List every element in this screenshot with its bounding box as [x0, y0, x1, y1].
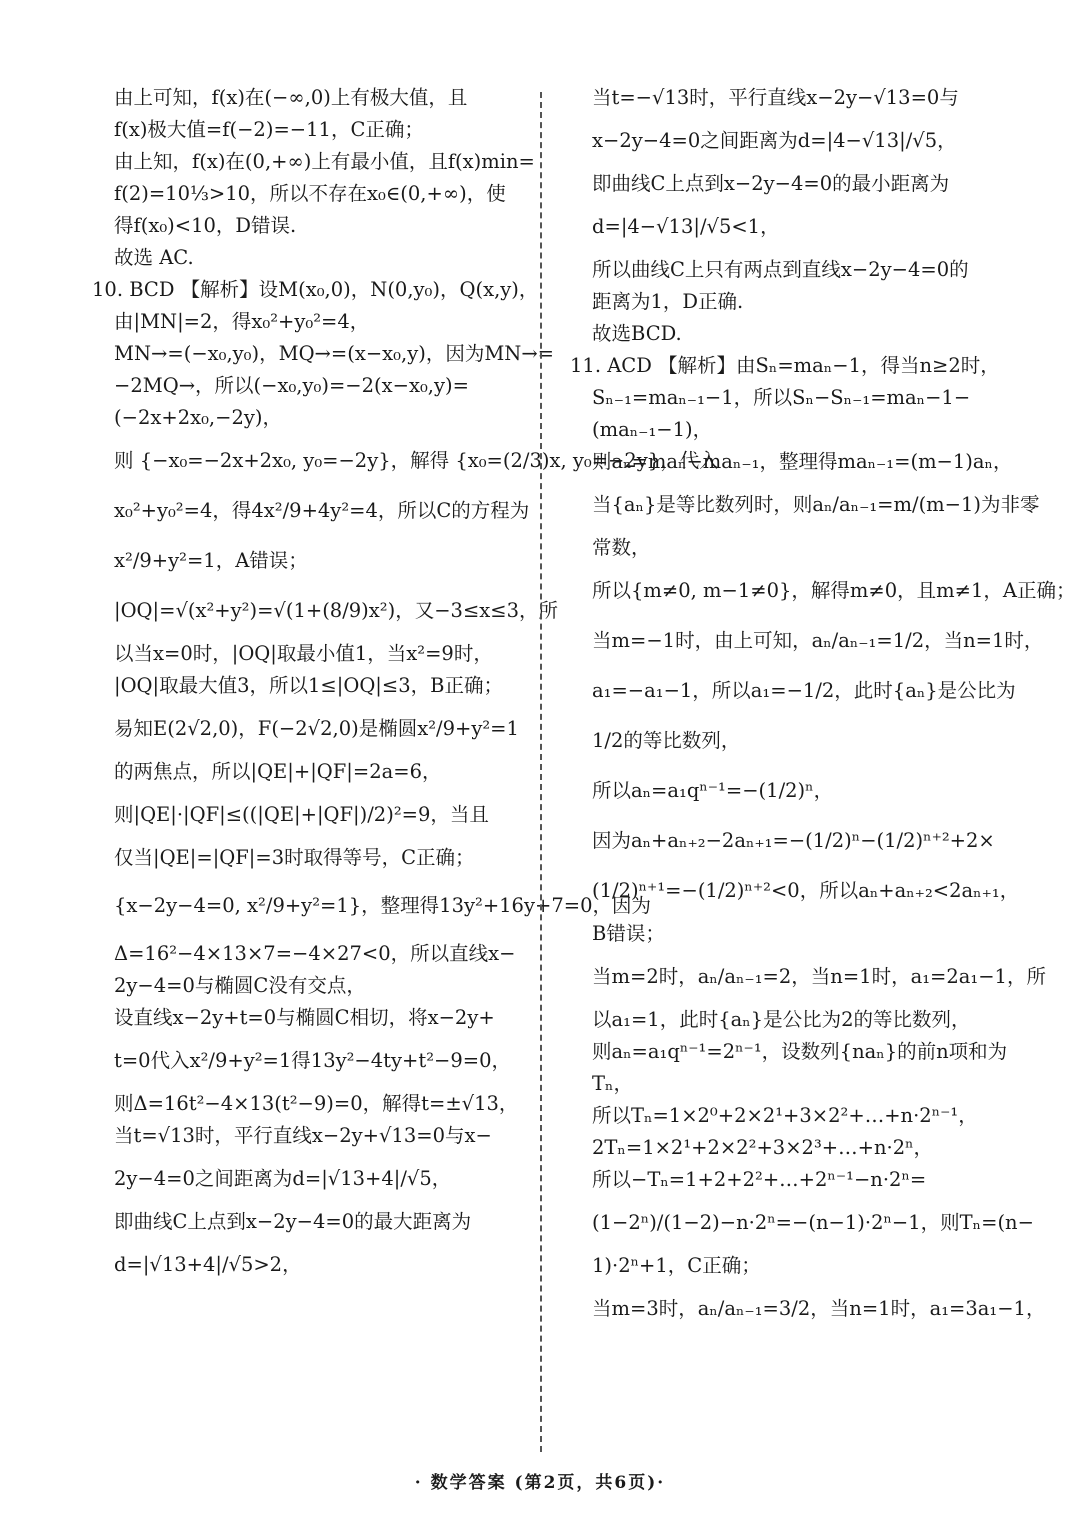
- text-line: 以a₁=1，此时{aₙ}是公比为2的等比数列，: [592, 1008, 971, 1031]
- text-line: 2y−4=0之间距离为d=|√13+4|/√5，: [114, 1167, 452, 1190]
- text-line: |OQ|=√(x²+y²)=√(1+(8/9)x²)，又−3≤x≤3，所: [114, 599, 559, 622]
- text-line: 当m=−1时，由上可知，aₙ/aₙ₋₁=1/2，当n=1时，: [592, 629, 1044, 652]
- text-line: Sₙ₋₁=maₙ₋₁−1，所以Sₙ−Sₙ₋₁=maₙ−1−: [592, 386, 971, 409]
- text-line: (−2x+2x₀,−2y)，: [114, 406, 282, 429]
- text-line: 当t=√13时，平行直线x−2y+√13=0与x−: [114, 1124, 492, 1147]
- text-line: 的两焦点，所以|QE|+|QF|=2a=6，: [114, 760, 442, 783]
- text-line: 2y−4=0与椭圆C没有交点，: [114, 974, 366, 997]
- text-line: x−2y−4=0之间距离为d=|4−√13|/√5，: [592, 129, 957, 152]
- text-line: Δ=16²−4×13×7=−4×27<0，所以直线x−: [114, 942, 516, 965]
- text-line: 所以−Tₙ=1+2+2²+…+2ⁿ⁻¹−n·2ⁿ=: [592, 1168, 927, 1191]
- text-line: 即曲线C上点到x−2y−4=0的最小距离为: [592, 172, 950, 195]
- text-line: 所以aₙ=a₁qⁿ⁻¹=−(1/2)ⁿ，: [592, 779, 834, 802]
- text-line: f(x)极大值=f(−2)=−11，C正确；: [114, 118, 424, 141]
- column-divider: [540, 92, 542, 1452]
- text-line: 1)·2ⁿ+1，C正确；: [592, 1254, 761, 1277]
- text-line: d=|4−√13|/√5<1，: [592, 215, 780, 238]
- text-line: 常数，: [592, 536, 651, 559]
- text-line: 当m=2时，aₙ/aₙ₋₁=2，当n=1时，a₁=2a₁−1，所: [592, 965, 1046, 988]
- text-line: 即曲线C上点到x−2y−4=0的最大距离为: [114, 1210, 472, 1233]
- text-line: 得f(x₀)<10，D错误.: [114, 214, 297, 237]
- text-line: Tₙ，: [592, 1072, 633, 1095]
- text-line: 所以曲线C上只有两点到直线x−2y−4=0的: [592, 258, 969, 281]
- text-line: t=0代入x²/9+y²=1得13y²−4ty+t²−9=0，: [114, 1049, 512, 1072]
- text-line: 因为aₙ+aₙ₊₂−2aₙ₊₁=−(1/2)ⁿ−(1/2)ⁿ⁺²+2×: [592, 829, 995, 852]
- text-line: 由上知，f(x)在(0,+∞)上有最小值，且f(x)min=: [114, 150, 535, 173]
- text-line: 距离为1，D正确.: [592, 290, 744, 313]
- text-line: 所以Tₙ=1×2⁰+2×2¹+3×2²+…+n·2ⁿ⁻¹，: [592, 1104, 978, 1127]
- text-line: 当{aₙ}是等比数列时，则aₙ/aₙ₋₁=m/(m−1)为非零: [592, 493, 1040, 516]
- text-line: 当m=3时，aₙ/aₙ₋₁=3/2，当n=1时，a₁=3a₁−1，: [592, 1297, 1046, 1320]
- text-line: d=|√13+4|/√5>2，: [114, 1253, 302, 1276]
- text-line: 则Δ=16t²−4×13(t²−9)=0，解得t=±√13，: [114, 1092, 519, 1115]
- text-line: 当t=−√13时，平行直线x−2y−√13=0与: [592, 86, 959, 109]
- text-line: 由上可知，f(x)在(−∞,0)上有极大值，且: [114, 86, 468, 109]
- text-line: (maₙ₋₁−1)，: [592, 418, 713, 441]
- text-line: 则 {−x₀=−2x+2x₀, y₀=−2y}，解得 {x₀=(2/3)x, y₀=−2y}，代入: [114, 449, 719, 472]
- text-line: −2MQ→，所以(−x₀,y₀)=−2(x−x₀,y)=: [114, 374, 469, 397]
- text-line: 易知E(2√2,0)，F(−2√2,0)是椭圆x²/9+y²=1: [114, 717, 519, 740]
- text-line: x₀²+y₀²=4，得4x²/9+4y²=4，所以C的方程为: [114, 499, 530, 522]
- text-line: (1/2)ⁿ⁺¹=−(1/2)ⁿ⁺²<0，所以aₙ+aₙ₊₂<2aₙ₊₁，: [592, 879, 1020, 902]
- text-line: |OQ|取最大值3，所以1≤|OQ|≤3，B正确；: [114, 674, 503, 697]
- text-line: 所以{m≠0, m−1≠0}，解得m≠0，且m≠1，A正确；: [592, 579, 1076, 602]
- text-line: 则aₙ=maₙ−maₙ₋₁，整理得maₙ₋₁=(m−1)aₙ，: [592, 450, 1013, 473]
- page-footer: · 数学答案 (第2页，共6页)·: [414, 1473, 666, 1493]
- text-line: x²/9+y²=1，A错误；: [114, 549, 308, 572]
- text-line: f(2)=10⅓>10，所以不存在x₀∈(0,+∞)，使: [114, 182, 506, 205]
- right-column: [570, 82, 1076, 1336]
- text-line: B错误；: [592, 922, 665, 945]
- text-line: 以当x=0时，|OQ|取最小值1，当x²=9时，: [114, 642, 493, 665]
- text-line: MN→=(−x₀,y₀)，MQ→=(x−x₀,y)，因为MN→=: [114, 342, 555, 365]
- text-line: 1/2的等比数列，: [592, 729, 741, 752]
- text-line: 则|QE|·|QF|≤((|QE|+|QF|)/2)²=9，当且: [114, 803, 489, 826]
- text-line: 10. BCD 【解析】设M(x₀,0)，N(0,y₀)，Q(x,y)，: [92, 278, 539, 301]
- text-line: a₁=−a₁−1，所以a₁=−1/2，此时{aₙ}是公比为: [592, 679, 1016, 702]
- text-line: 则aₙ=a₁qⁿ⁻¹=2ⁿ⁻¹，设数列{naₙ}的前n项和为: [592, 1040, 1008, 1063]
- text-line: (1−2ⁿ)/(1−2)−n·2ⁿ=−(n−1)·2ⁿ−1，则Tₙ=(n−: [592, 1211, 1034, 1234]
- text-line: 仅当|QE|=|QF|=3时取得等号，C正确；: [114, 846, 475, 869]
- text-line: 11. ACD 【解析】由Sₙ=maₙ−1，得当n≥2时，: [570, 354, 1000, 377]
- text-line: 设直线x−2y+t=0与椭圆C相切，将x−2y+: [114, 1006, 495, 1029]
- text-line: 故选 AC.: [114, 246, 194, 269]
- text-line: {x−2y−4=0, x²/9+y²=1}，整理得13y²+16y+7=0，因为: [114, 894, 651, 917]
- text-line: 由|MN|=2，得x₀²+y₀²=4，: [114, 310, 370, 333]
- text-line: 故选BCD.: [592, 322, 682, 345]
- text-line: 2Tₙ=1×2¹+2×2²+3×2³+…+n·2ⁿ，: [592, 1136, 934, 1159]
